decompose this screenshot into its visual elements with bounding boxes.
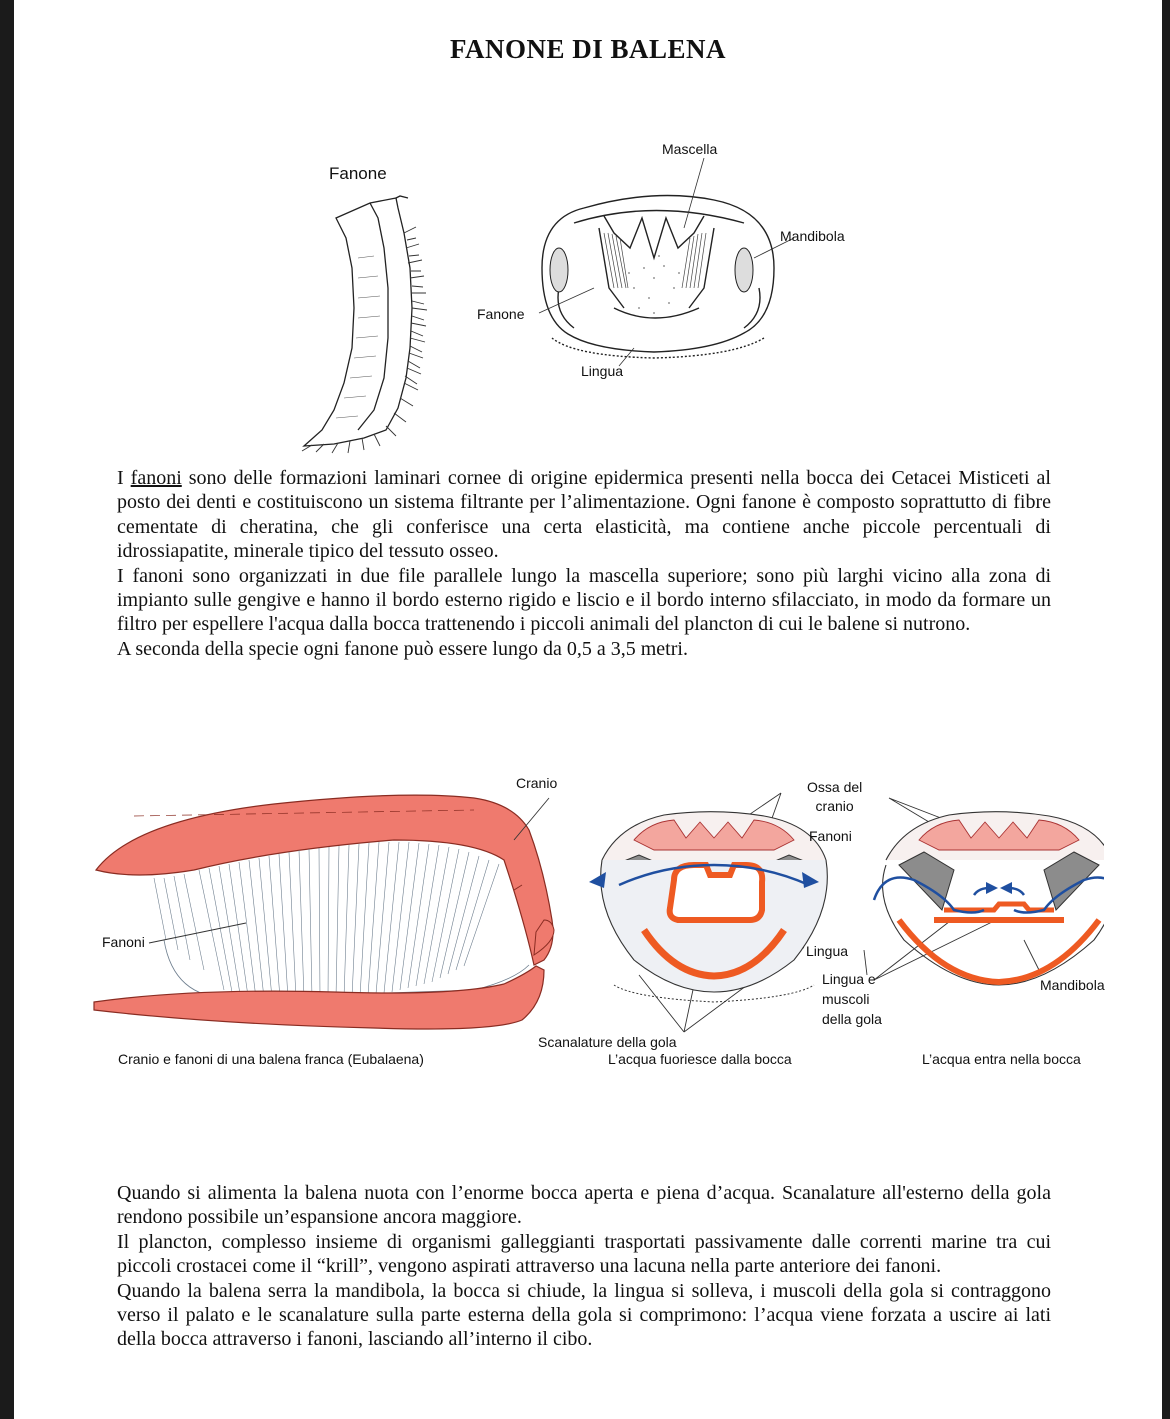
label-mascella: Mascella <box>662 141 718 157</box>
para2-line3: Quando la balena serra la mandibola, la bocca si chiude, la lingua si solleva, i muscoli della gola si contraggono verso il palato e le scanalature sulla parte esterna della gola si comprimono: l’acqua viene forzata a uscire ai lati della bocca attraverso i fanoni, lasciando all’interno il cibo. <box>117 1279 1051 1351</box>
tongue-stipple <box>628 255 680 314</box>
label-lingua-muscoli: Lingua e muscoli della gola <box>822 971 882 1027</box>
label-lingua-mid: Lingua <box>806 943 849 959</box>
baleen-drawings <box>274 138 894 458</box>
paragraph-description <box>117 466 1051 661</box>
label-mandibola: Mandibola <box>780 228 845 244</box>
label-mandibola-right: Mandibola <box>1040 977 1105 993</box>
para1-line1: I fanoni sono delle formazioni laminari cornee di origine epidermica presenti nella bocca dei Cetacei Misticeti al posto dei denti e costituiscono un sistema filtrante per l’alimentazione. Ogni fanone è composto soprattutto di fibre cementate di cheratina, che gli conferisce una certa elasticità, ma contiene anche piccole percentuali di idrossiapatite, minerale tipico del tessuto osseo. <box>117 467 1051 563</box>
para2-line1: Quando si alimenta la balena nuota con l’enorme bocca aperta e piena d’acqua. Scanalature all'esterno della gola rendono possibile un’espansione ancora maggiore. <box>117 1182 1051 1229</box>
label-fanoni-left: Fanoni <box>102 934 145 950</box>
label-fanone-title: Fanone <box>329 164 387 183</box>
figure1-leader-lines <box>539 158 794 366</box>
label-fanoni-mid: Fanoni <box>809 828 852 844</box>
cross-section-water-exits <box>589 812 827 1002</box>
document-page <box>14 0 1162 1419</box>
caption-left: Cranio e fanoni di una balena franca (Eubalaena) <box>118 1051 424 1067</box>
page-title: FANONE DI BALENA <box>449 34 727 64</box>
para1-line2: I fanoni sono organizzati in due file parallele lungo la mascella superiore; sono più larghi vicino alla zona di impianto sulle gengive e hanno il bordo esterno rigido e liscio e il bordo interno sfilacciato, in modo da formare un filtro per espellere l'acqua dalla bocca trattenendo i piccoli animali del plancton di cui le balene si nutrono. <box>117 564 1051 636</box>
paragraph-feeding <box>117 1181 1051 1352</box>
label-fanone: Fanone <box>477 306 525 322</box>
caption-middle: L’acqua fuoriesce dalla bocca <box>608 1051 792 1067</box>
label-lingua: Lingua <box>581 363 624 379</box>
caption-right: L’acqua entra nella bocca <box>922 1051 1081 1067</box>
single-baleen-plate <box>304 196 412 446</box>
plate-hatching <box>336 256 380 418</box>
para2-line2: Il plancton, complesso insieme di organismi galleggianti trasportati passivamente dalle correnti marine tra cui piccoli crostacei come il “krill”, vengono aspirati attraverso una lacuna nella parte anteriore dei fanoni. <box>117 1230 1051 1278</box>
link-fanoni[interactable]: fanoni <box>130 467 182 489</box>
label-scanalature: Scanalature della gola <box>538 1034 677 1050</box>
mandible-ovals <box>550 248 753 292</box>
baleen-rows-hatching <box>604 233 706 288</box>
cross-section-water-enters <box>874 812 1104 985</box>
skull-side-view <box>94 795 554 1029</box>
figure-feeding-mechanism <box>74 770 1104 1080</box>
label-ossa-del-cranio: Ossa del cranio <box>807 779 863 814</box>
figure-baleen-anatomy <box>274 138 894 458</box>
label-cranio: Cranio <box>516 775 558 791</box>
para1-line3: A seconda della specie ogni fanone può essere lungo da 0,5 a 3,5 metri. <box>117 637 688 660</box>
